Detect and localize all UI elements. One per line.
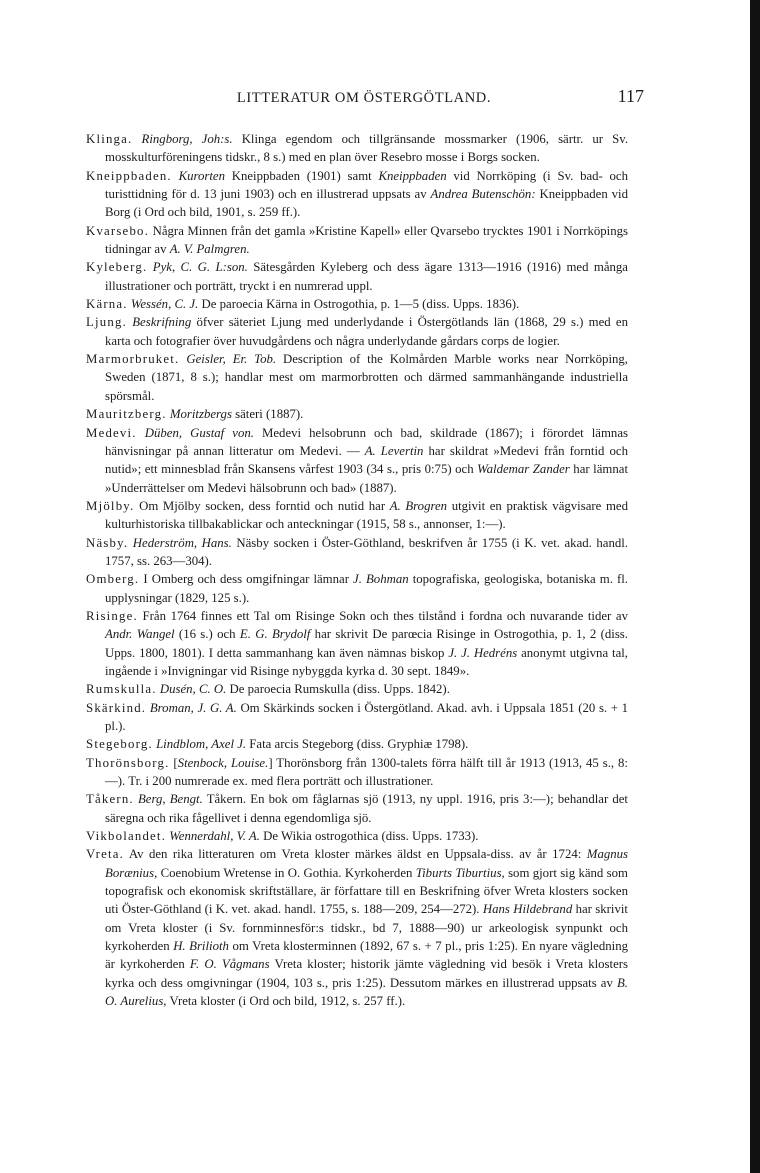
entry-author-or-title: Broman, J. G. A. — [149, 700, 237, 715]
entry-author-or-title: B. O. Aurelius, — [105, 975, 628, 1009]
entry-term: Kyleberg. — [86, 260, 148, 275]
entry-text: De Wikia ostrogothica (diss. Upps. 1733). — [259, 829, 479, 844]
entry-text: har lämnat »Underrättelser om Medevi hälsobrunn och bad» (1887). — [105, 462, 628, 495]
entry-author-or-title: Magnus Borænius, — [105, 847, 629, 880]
bibliography-entry — [86, 313, 628, 350]
entry-author-or-title: Kurorten — [178, 168, 226, 183]
bibliography-entry — [86, 534, 628, 571]
entry-text: vid Norrköping (i Sv. bad- och turisttidning för d. 13 juni 1903) och en illustrerad uppsats av — [105, 168, 629, 202]
bibliography-entry — [86, 222, 628, 259]
entry-term: Omberg. — [86, 572, 140, 587]
entry-text: ] Thorönsborg från 1300-talets förra hälft till år 1913 (1913, 45 s., 8:—). Tr. i 200 numrerade ex. med flera porträtt och illustrationer. — [105, 755, 628, 789]
entry-text: Coenobium Wretense in O. Gothia. Kyrkoherden — [157, 865, 416, 880]
entry-author-or-title: Lindblom, Axel J. — [156, 737, 247, 752]
entry-text: Kneippbaden (1901) samt — [225, 168, 379, 183]
entry-author-or-title: Hederström, Hans. — [132, 535, 232, 550]
entry-term: Kvarsebo. — [86, 223, 150, 238]
entry-author-or-title: A. Levertin — [364, 443, 424, 458]
entry-text: Medevi helsobrunn och bad, skildrade (1867); i förordet lämnas hänvisningar på annan litteratur om Medevi. — — [105, 425, 628, 458]
entry-text: har skrivit De parœcia Risinge in Ostrogothia, p. 1, 2 (diss. Upps. 1800, 1801). I detta sammanhang kan även nämnas biskop — [105, 627, 628, 660]
entry-text: anonymt utgivna tal, ingående i »Invigningar vid Risinge nybyggda kyrka d. 30 sept. 1849». — [105, 645, 629, 678]
entry-text: Om Skärkinds socken i Östergötland. Akad. avh. i Uppsala 1851 (20 s. + 1 pl.). — [105, 700, 628, 733]
entry-text: Från 1764 finnes ett Tal om Risinge Sokn och thes tilstånd i fordna och nuvarande tider av — [142, 608, 628, 623]
entry-text: har skildrat »Medevi från forntid och nutid»; ett minnesblad från Skansens vårfest 1903 (34 s., pris 0:75) och — [105, 443, 628, 477]
entry-term: Medevi. — [86, 425, 137, 440]
entry-author-or-title: Pyk, C. G. L:son. — [152, 260, 248, 275]
entry-term: Skärkind. — [86, 700, 147, 715]
bibliography-entry — [86, 754, 628, 791]
entry-text: Klinga egendom och tillgränsande mossmarker (1906, särtr. ur Sv. mosskulturföreningens tidskr., 8 s.) med en plan över Resebro mosse i Borgs socken. — [105, 132, 629, 165]
bibliography-entry — [86, 497, 628, 534]
entry-author-or-title: Tiburts Tiburtius, — [415, 865, 505, 880]
entry-text: Näsby socken i Öster-Göthland, beskrifven år 1755 (i K. vet. akad. handl. 1757, ss. 263—304). — [105, 535, 628, 568]
entry-author-or-title: Andrea Butenschön: — [430, 187, 536, 202]
running-header — [84, 88, 644, 112]
entry-text: Om Mjölby socken, dess forntid och nutid har — [139, 498, 390, 513]
entry-term: Thorönsborg. — [86, 755, 170, 770]
entry-text: utgivit en praktisk vägvisare med kulturhistoriska tillbakablickar och anteckningar (1915, 58 s., annonser, 1:—). — [105, 498, 629, 532]
entry-author-or-title: Moritzbergs — [169, 407, 232, 422]
scan-edge — [750, 0, 760, 1173]
bibliography-entry — [86, 405, 628, 423]
entry-text: om Vreta klosterminnen (1892, 67 s. + 7 pl., pris 1:25). En nyare vägledning är kyrkoherden — [105, 939, 628, 972]
entry-term: Mjölby. — [86, 498, 135, 513]
entry-term: Marmorbruket. — [86, 352, 180, 367]
bibliography-entry — [86, 699, 628, 736]
entry-text: Några Minnen från det gamla »Kristine Kapell» eller Qvarsebo trycktes 1901 i Norrköpings tidningar av — [105, 223, 629, 257]
entry-text: som gjort sig känd som topografisk och ekonomisk skriftställare, är författare till en Beskrifning öfver Wreta klosters socken uti Öster-Göthland (i K. vet. akad. handl. 1755, s. 188—209, 254—272). — [105, 865, 628, 917]
entry-author-or-title: Dusén, C. O. — [159, 682, 227, 697]
entry-author-or-title: Hans Hildebrand — [482, 902, 573, 917]
entry-author-or-title: Andr. Wangel — [105, 627, 175, 642]
entry-author-or-title: Wennerdahl, V. A. — [169, 829, 260, 844]
entry-term: Vreta. — [86, 847, 125, 862]
entry-text: öfver säteriet Ljung med underlydande i Östergötlands län (1868, 29 s.) med en karta och fotografier över huvudgårdens och några underlydande gårdars corps de logier. — [105, 315, 628, 348]
entry-text: säteri (1887). — [231, 407, 304, 422]
entry-author-or-title: A. Brogren — [389, 498, 448, 513]
entry-author-or-title: Beskrifning — [132, 315, 192, 330]
entry-author-or-title: E. G. Brydolf — [239, 627, 311, 642]
entry-author-or-title: Düben, Gustaf von. — [144, 425, 254, 440]
bibliography-entry — [86, 167, 628, 222]
entry-term: Ljung. — [86, 315, 127, 330]
entry-author-or-title: Geisler, Er. Tob. — [186, 352, 277, 367]
entry-author-or-title: Waldemar Zander — [477, 462, 570, 477]
entry-text: topografiska, geologiska, botaniska m. fl. upplysningar (1829, 125 s.). — [105, 572, 628, 605]
entry-term: Stegeborg. — [86, 737, 153, 752]
entry-term: Vikbolandet. — [86, 829, 167, 844]
entry-term: Mauritzberg. — [86, 407, 167, 422]
bibliography-entry — [86, 827, 628, 845]
entry-author-or-title: Kneippbaden — [378, 168, 447, 183]
entry-term: Näsby. — [86, 535, 129, 550]
entry-author-or-title: Wessén, C. J. — [130, 297, 199, 312]
bibliography-entry — [86, 130, 628, 167]
entry-text: Av den rika litteraturen om Vreta kloster märkes äldst en Uppsala-diss. av år 1724: — [128, 847, 587, 862]
entry-text: Description of the Kolmården Marble works near Norrköping, Sweden (1871, 8 s.); handlar mest om marmorbrotten och därmed sammanhängande industriella spörsmål. — [105, 352, 628, 403]
entry-text: Vreta kloster (i Ord och bild, 1912, s. 257 ff.). — [166, 994, 406, 1009]
bibliography-entry — [86, 570, 628, 607]
entry-text: I Omberg och dess omgifningar lämnar — [143, 572, 354, 587]
bibliography-entry — [86, 424, 628, 497]
entry-author-or-title: J. J. Hedréns — [448, 645, 518, 660]
entry-author-or-title: J. Bohman — [353, 572, 409, 587]
bibliography-entry — [86, 607, 628, 680]
header-title: LITTERATUR OM ÖSTERGÖTLAND. — [236, 90, 492, 106]
entry-author-or-title: H. Brilioth — [173, 939, 229, 954]
entry-list — [86, 130, 628, 1011]
entry-author-or-title: Ringborg, Joh:s. — [141, 132, 233, 146]
entry-term: Kneippbaden. — [86, 168, 172, 183]
entry-term: Rumskulla. — [86, 682, 157, 697]
entry-author-or-title: Stenbock, Louise. — [177, 755, 269, 770]
bibliography-entry — [86, 350, 628, 405]
entry-text: Sätesgården Kyleberg och dess ägare 1313—1916 (1916) med många illustrationer och porträtt, tryckt i en numrerad uppl. — [105, 260, 628, 293]
bibliography-entry — [86, 845, 628, 1010]
entry-author-or-title: F. O. Vågmans — [189, 957, 270, 972]
entry-text: Tåkern. En bok om fåglarnas sjö (1913, ny uppl. 1916, pris 3:—); behandlar det säregna och rika fågellivet i denna egendomliga sjö. — [105, 792, 628, 825]
entry-author-or-title: A. V. Palmgren. — [169, 242, 250, 257]
bibliography-entry — [86, 790, 628, 827]
entry-text: De paroecia Rumskulla (diss. Upps. 1842). — [226, 682, 450, 697]
bibliography-entry — [86, 258, 628, 295]
bibliography-entry — [86, 680, 628, 698]
entry-text: Kneippbaden vid Borg (i Ord och bild, 1901, s. 259 ff.). — [105, 187, 628, 220]
entry-text: har skrivit om Vreta kloster (i Sv. fornminnesför:s tidskr., bd 7, 1888—90) ur arkeologisk synpunkt och kyrkoherden — [105, 902, 628, 954]
entry-term: Klinga. — [86, 132, 133, 146]
bibliography-entry — [86, 735, 628, 753]
entry-text: De paroecia Kärna in Ostrogothia, p. 1—5 (diss. Upps. 1836). — [198, 297, 520, 312]
page-number: 117 — [617, 86, 644, 106]
entry-text: Vreta kloster; historik jämte vägledning vid besök i Vreta klosters kyrka och dess omgivningar (1904, 103 s., pris 1:25). Dessutom märkes en illustrerad uppsats av — [105, 957, 629, 990]
entry-term: Risinge. — [86, 608, 138, 623]
entry-term: Tåkern. — [86, 792, 134, 807]
entry-text: Fata arcis Stegeborg (diss. Gryphiæ 1798). — [246, 737, 469, 752]
entry-term: Kärna. — [86, 297, 128, 312]
entry-text: [ — [173, 755, 178, 770]
bibliography-entry — [86, 295, 628, 313]
entry-author-or-title: Berg, Bengt. — [137, 792, 203, 807]
entry-text: (16 s.) och — [174, 627, 240, 642]
